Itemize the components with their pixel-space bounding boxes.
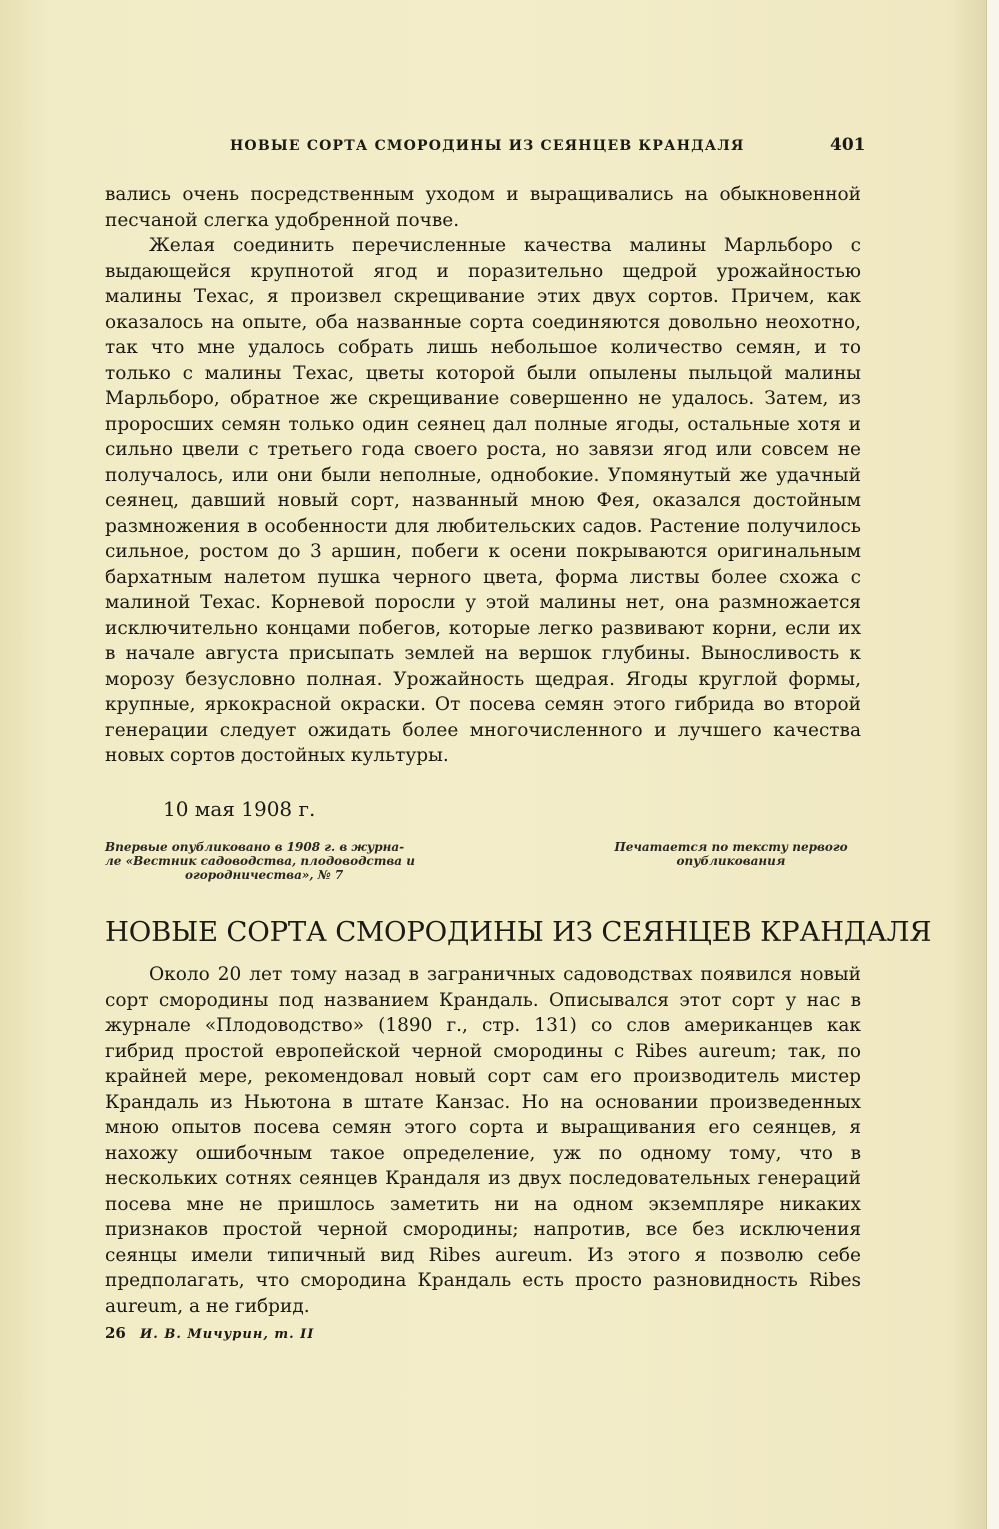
signature-number: 26 <box>105 1324 126 1342</box>
publication-note-line: Впервые опубликовано в 1908 г. в журна- <box>105 840 405 854</box>
publication-note-line: огородничества», № 7 <box>185 868 344 882</box>
article1-continuation <box>105 182 861 233</box>
running-head: НОВЫЕ СОРТА СМОРОДИНЫ ИЗ СЕЯНЦЕВ КРАНДАЛЯ <box>230 138 745 154</box>
print-source-note-line: опубликования <box>676 854 786 868</box>
publication-note-line: ле «Вестник садоводства, плодоводства и <box>105 854 415 868</box>
section-title: НОВЫЕ СОРТА СМОРОДИНЫ ИЗ СЕЯНЦЕВ КРАНДАЛЯ <box>105 916 932 948</box>
signature-text: И. В. Мичурин, т. II <box>140 1327 315 1342</box>
page-edge <box>986 0 999 1529</box>
article2-body <box>105 962 861 1319</box>
print-source-note-line: Печатается по тексту первого <box>614 840 848 854</box>
print-source-note <box>600 840 862 868</box>
signature-footer <box>105 1324 314 1342</box>
continuation-paragraph: вались очень посредственным уходом и выращивались на обыкновенной песчаной слегка удобренной почве. <box>105 184 861 231</box>
article1-date: 10 мая 1908 г. <box>163 797 316 821</box>
page-number: 401 <box>830 135 866 155</box>
main-paragraph: Желая соединить перечисленные качества малины Марльборо с выдающейся крупнотой ягод и поразительно щедрой урожайностью малины Техас, я произвел скрещивание этих двух сортов. Причем, как оказалось на опыте, оба названные сорта соединяются довольно неохотно, так что мне удалось собрать лишь небольшое количество семян, и то только с малины Техас, цветы которой были опылены пыльцой малины Марльборо, обратное же скрещивание совершенно не удалось. Затем, из проросших семян только один сеянец дал полные ягоды, остальные хотя и сильно цвели с третьего года своего роста, но завязи ягод или совсем не получалось, или они были неполные, однобокие. Упомянутый же удачный сеянец, давший новый сорт, названный мною Фея, оказался достойным размножения в особенности для любительских садов. Растение получилось сильное, ростом до 3 аршин, побеги к осени покрываются оригинальным бархатным налетом пушка черного цвета, форма листвы более схожа с малиной Техас. Корневой поросли у этой малины нет, она размножается исключительно концами побегов, которые легко развивают корни, если их в начале августа присыпать землей на вершок глубины. Выносливость к морозу безусловно полная. Урожайность щедрая. Ягоды круглой формы, крупные, яркокрасной окраски. От посева семян этого гибрида во второй генерации следует ожидать более многочисленного и лучшего качества новых сортов достойных культуры. <box>105 235 861 766</box>
article2-paragraph: Около 20 лет тому назад в заграничных садоводствах появился новый сорт смородины под названием Крандаль. Описывался этот сорт у нас в журнале «Плодоводство» (1890 г., стр. 131) со слов американцев как гибрид простой европейской черной смородины с Ribes aureum; так, по крайней мере, рекомендовал новый сорт сам его производитель мистер Крандаль из Ньютона в штате Канзас. Но на основании произведенных мною опытов посева семян этого сорта и выращивания его сеянцев, я нахожу ошибочным такое определение, уж по одному тому, что в нескольких сотнях сеянцев Крандаля из двух последовательных генераций посева мне не пришлось заметить ни на одном экземпляре никаких признаков простой черной смородины; напротив, все без исключения сеянцы имели типичный вид Ribes aureum. Из этого я позволю себе предполагать, что смородина Крандаль есть просто разновидность Ribes aureum, а не гибрид. <box>105 964 861 1317</box>
article1-body <box>105 233 861 769</box>
publication-note <box>105 840 450 882</box>
